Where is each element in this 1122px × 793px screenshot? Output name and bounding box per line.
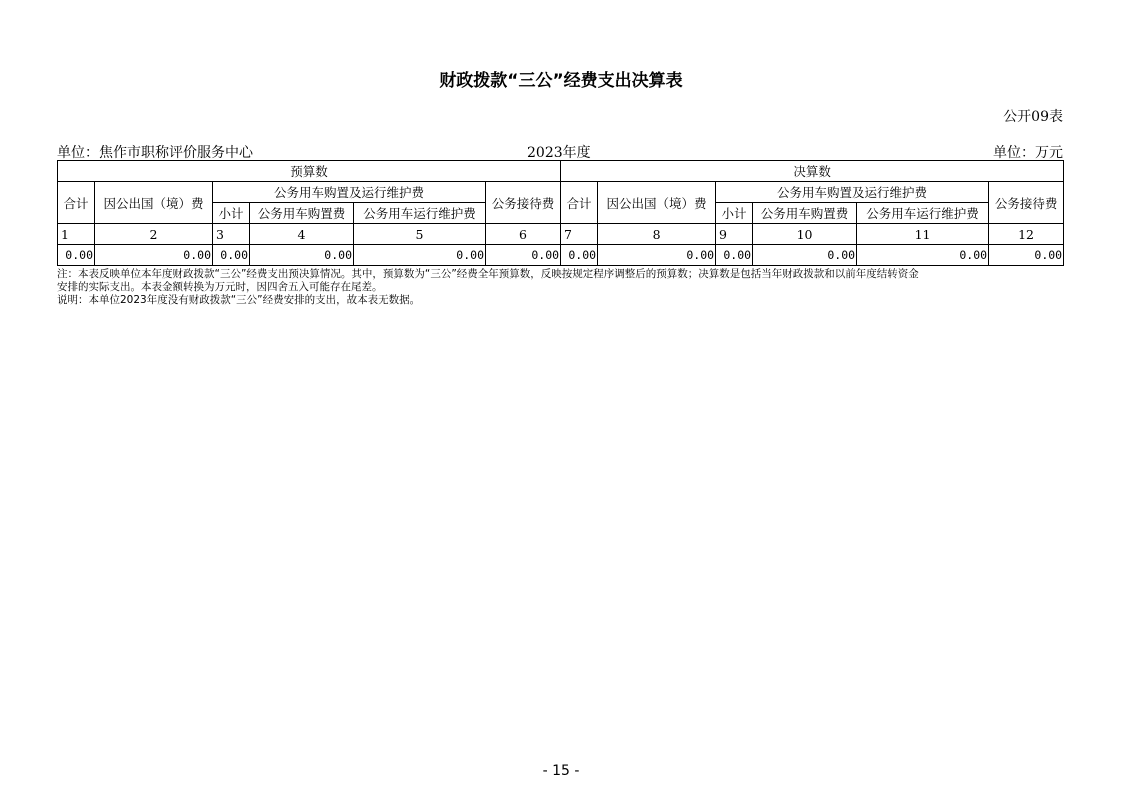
header-budget-purchase: 公务用车购置费 — [250, 203, 354, 224]
index-cell: 9 — [716, 224, 753, 245]
index-cell: 10 — [753, 224, 857, 245]
value-cell: 0.00 — [250, 245, 354, 266]
header-final-vehicle: 公务用车购置及运行维护费 — [716, 182, 989, 203]
index-cell: 7 — [561, 224, 598, 245]
value-cell: 0.00 — [989, 245, 1064, 266]
header-budget-operation: 公务用车运行维护费 — [354, 203, 486, 224]
header-row-1 — [58, 161, 1064, 182]
header-final-operation: 公务用车运行维护费 — [857, 203, 989, 224]
index-cell: 3 — [213, 224, 250, 245]
value-cell: 0.00 — [561, 245, 598, 266]
three-public-expenses-table — [57, 160, 1064, 266]
index-cell: 12 — [989, 224, 1064, 245]
table-notes — [57, 268, 1067, 307]
value-row — [58, 245, 1064, 266]
header-final-abroad: 因公出国（境）费 — [598, 182, 716, 224]
header-budget-subtotal: 小计 — [213, 203, 250, 224]
value-cell: 0.00 — [95, 245, 213, 266]
header-budget-vehicle: 公务用车购置及运行维护费 — [213, 182, 486, 203]
header-budget-abroad: 因公出国（境）费 — [95, 182, 213, 224]
value-cell: 0.00 — [486, 245, 561, 266]
value-cell: 0.00 — [753, 245, 857, 266]
index-cell: 6 — [486, 224, 561, 245]
currency-unit: 单位：万元 — [993, 145, 1063, 161]
value-cell: 0.00 — [857, 245, 989, 266]
header-final-purchase: 公务用车购置费 — [753, 203, 857, 224]
note-line: 安排的实际支出。本表金额转换为万元时，因四舍五入可能存在尾差。 — [57, 281, 383, 293]
index-row — [58, 224, 1064, 245]
header-budget-reception: 公务接待费 — [486, 182, 561, 224]
form-number: 公开09表 — [1003, 109, 1063, 125]
organization-unit: 单位：焦作市职称评价服务中心 — [57, 145, 253, 161]
index-cell: 8 — [598, 224, 716, 245]
header-final: 决算数 — [561, 161, 1064, 182]
header-budget-total: 合计 — [58, 182, 95, 224]
value-cell: 0.00 — [716, 245, 753, 266]
index-cell: 1 — [58, 224, 95, 245]
meta-row — [57, 142, 1063, 160]
header-row-2 — [58, 182, 1064, 203]
fiscal-year: 2023年度 — [527, 145, 591, 161]
note-line: 注：本表反映单位本年度财政拨款“三公”经费支出预决算情况。其中，预算数为“三公”经费全年预算数，反映按规定程序调整后的预算数；决算数是包括当年财政拨款和以前年度结转资金 — [57, 268, 919, 280]
value-cell: 0.00 — [354, 245, 486, 266]
page-title: 财政拨款“三公”经费支出决算表 — [439, 71, 683, 91]
value-cell: 0.00 — [58, 245, 95, 266]
index-cell: 4 — [250, 224, 354, 245]
value-cell: 0.00 — [213, 245, 250, 266]
index-cell: 2 — [95, 224, 213, 245]
header-final-reception: 公务接待费 — [989, 182, 1064, 224]
header-final-total: 合计 — [561, 182, 598, 224]
index-cell: 5 — [354, 224, 486, 245]
page-number: - 15 - — [542, 763, 580, 779]
value-cell: 0.00 — [598, 245, 716, 266]
header-final-subtotal: 小计 — [716, 203, 753, 224]
index-cell: 11 — [857, 224, 989, 245]
explanation-line: 说明：本单位2023年度没有财政拨款“三公”经费安排的支出，故本表无数据。 — [57, 294, 421, 306]
header-budget: 预算数 — [58, 161, 561, 182]
